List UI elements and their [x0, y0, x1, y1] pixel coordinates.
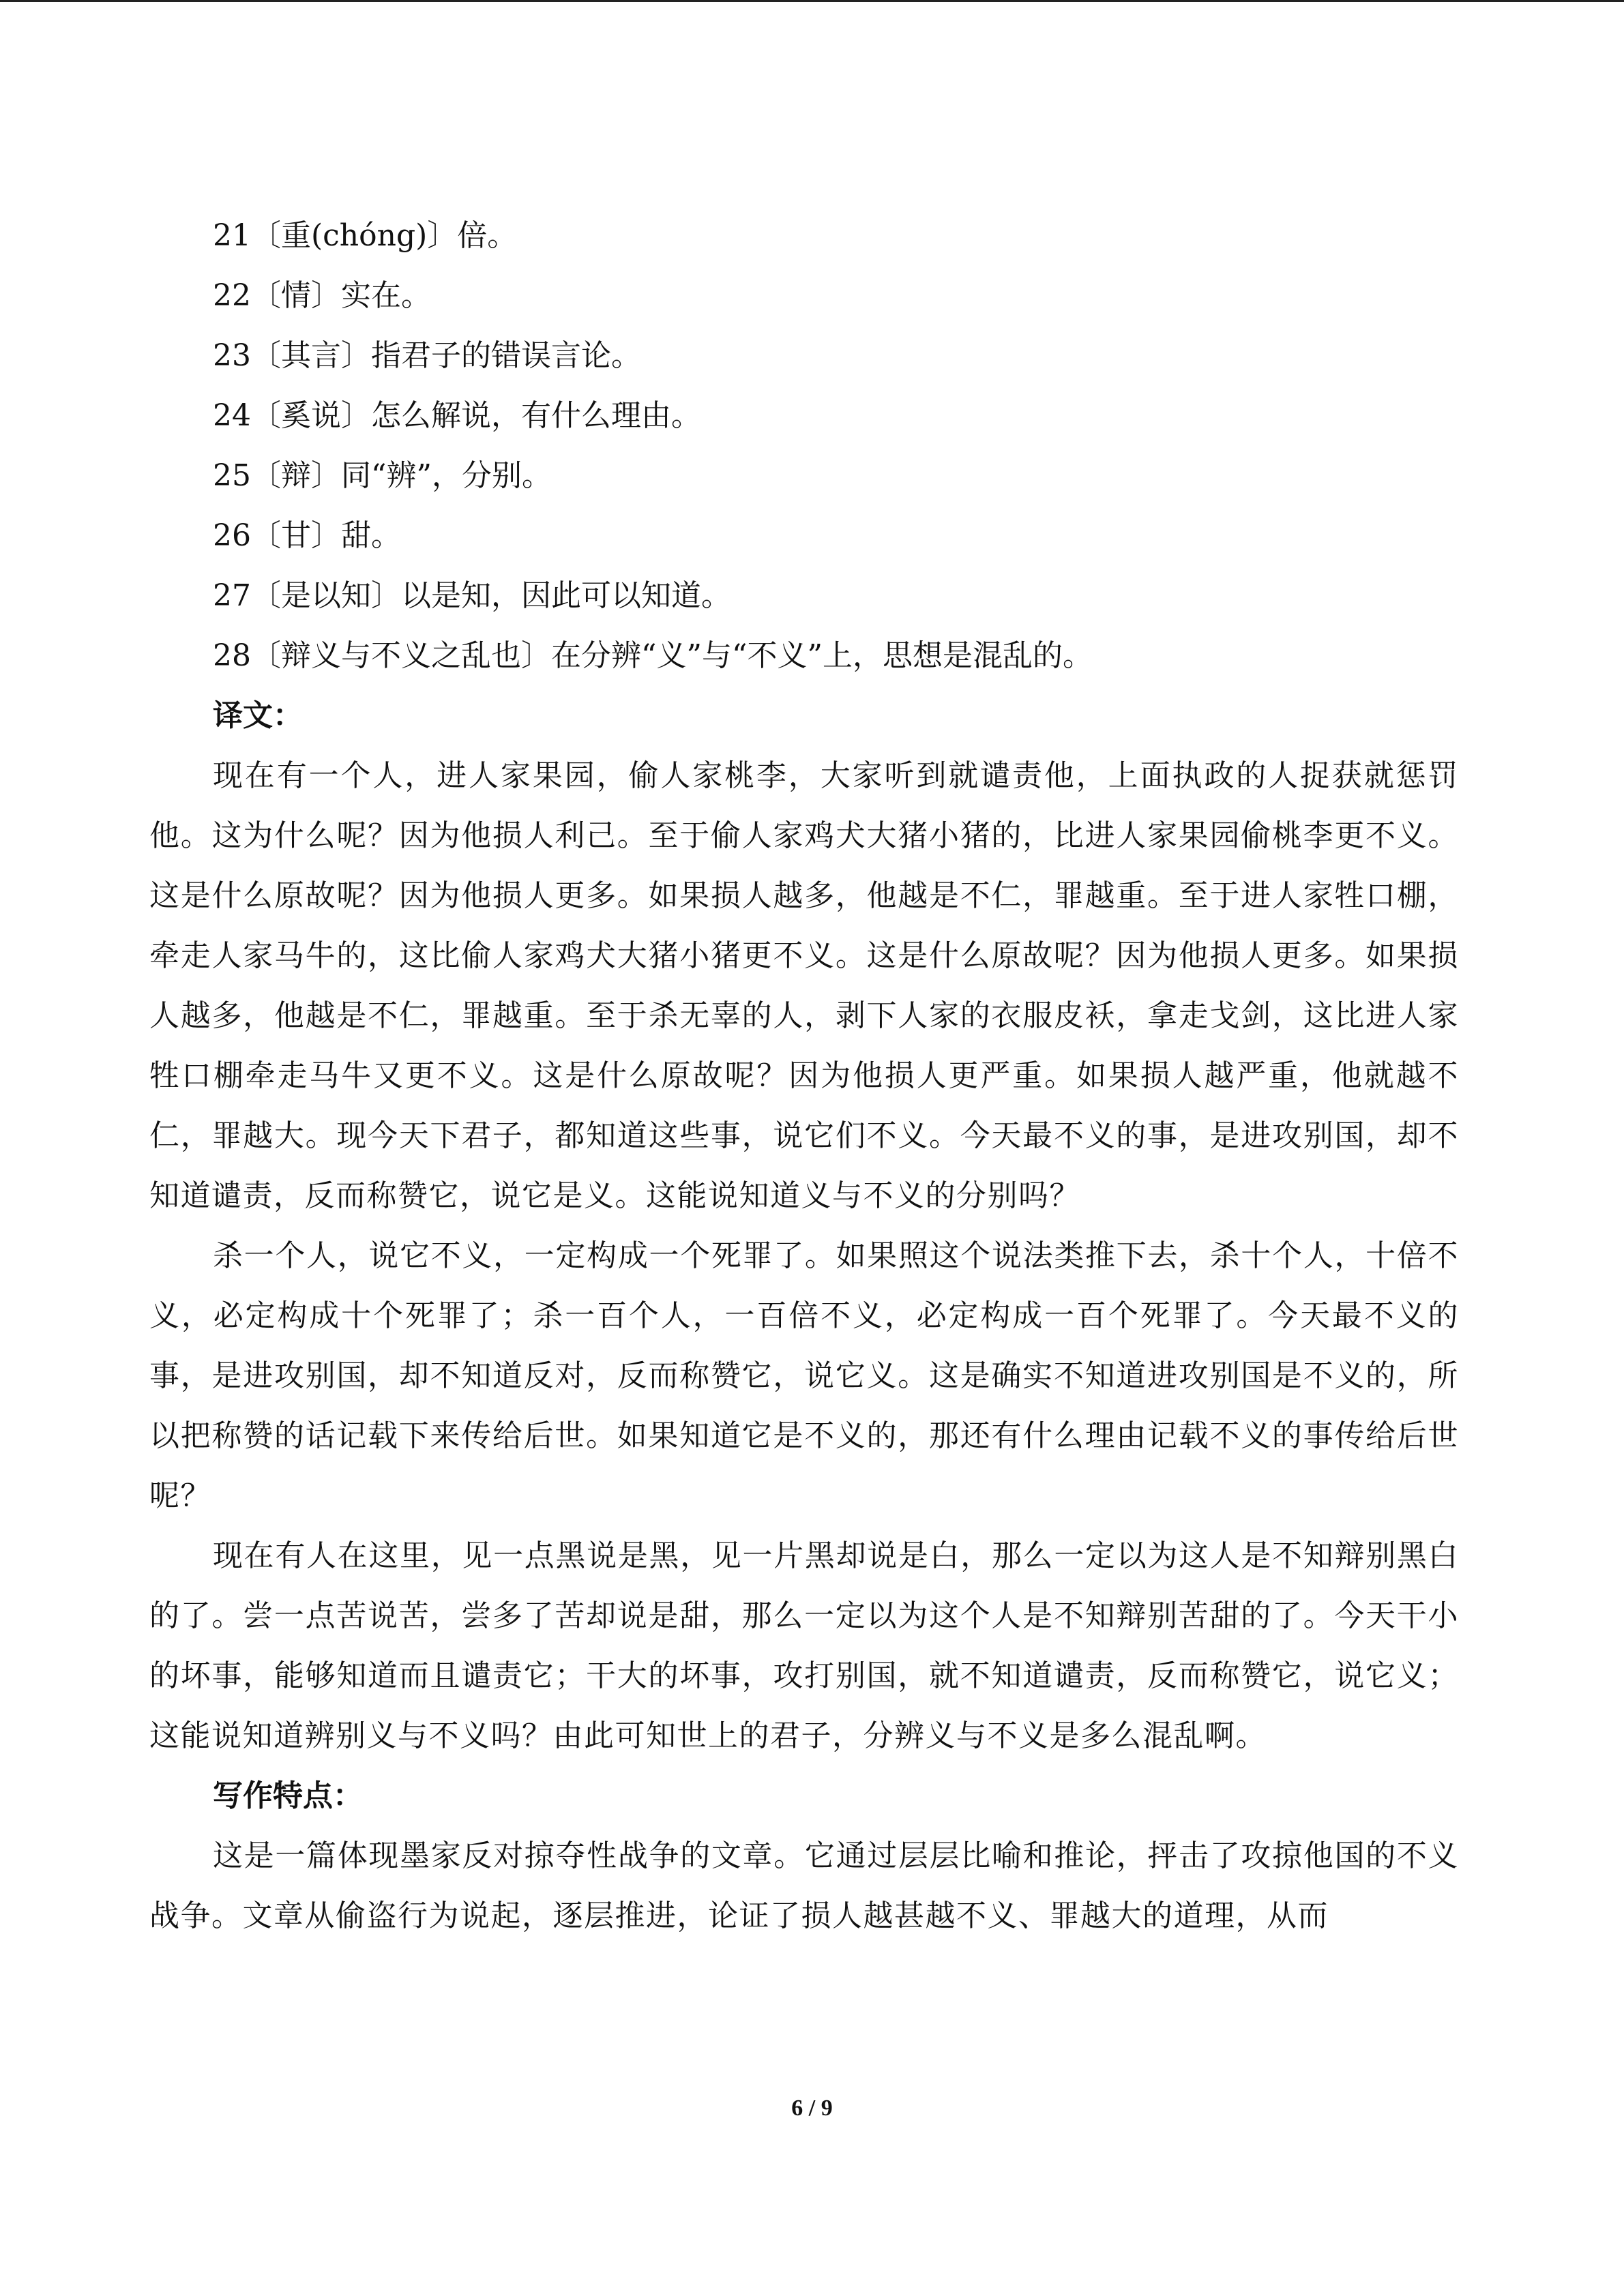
translation-paragraph-2: 杀一个人，说它不义，一定构成一个死罪了。如果照这个说法类推下去，杀十个人，十倍不义，必定构成十个死罪了；杀一百个人，一百倍不义，必定构成一百个死罪了。今天最不义的事，是进攻别国，却不知道反对，反而称赞它，说它义。这是确实不知道进攻别国是不义的，所以把称赞的话记载下来传给后世。如果知道它是不义的，那还有什么理由记载不义的事传给后世呢？	[149, 1238, 1459, 1513]
annotation-23: 23〔其言〕指君子的错误言论。	[213, 338, 641, 373]
annotation-list	[149, 206, 1459, 686]
page-content	[149, 206, 1459, 1946]
translation-paragraph-1: 现在有一个人，进人家果园，偷人家桃李，大家听到就谴责他，上面执政的人捉获就惩罚他。这为什么呢？因为他损人利己。至于偷人家鸡犬大猪小猪的，比进人家果园偷桃李更不义。这是什么原故呢？因为他损人更多。如果损人越多，他越是不仁，罪越重。至于进人家牲口棚，牵走人家马牛的，这比偷人家鸡犬大猪小猪更不义。这是什么原故呢？因为他损人更多。如果损人越多，他越是不仁，罪越重。至于杀无辜的人，剥下人家的衣服皮袄，拿走戈剑，这比进人家牲口棚牵走马牛又更不义。这是什么原故呢？因为他损人更严重。如果损人越严重，他就越不仁，罪越大。现今天下君子，都知道这些事，说它们不义。今天最不义的事，是进攻别国，却不知道谴责，反而称赞它，说它是义。这能说知道义与不义的分别吗？	[149, 758, 1459, 1213]
translation-heading: 译文：	[213, 698, 303, 733]
writing-features-section	[149, 1766, 1459, 1946]
annotation-24: 24〔奚说〕怎么解说，有什么理由。	[213, 398, 701, 433]
annotation-28: 28〔辩义与不义之乱也〕在分辨“义”与“不义”上，思想是混乱的。	[213, 638, 1093, 673]
writing-features-paragraph-1: 这是一篇体现墨家反对掠夺性战争的文章。它通过层层比喻和推论，抨击了攻掠他国的不义战争。文章从偷盗行为说起，逐层推进，论证了损人越甚越不义、罪越大的道理，从而	[149, 1838, 1459, 1933]
annotation-21: 21〔重(chóng)〕倍。	[213, 218, 518, 253]
annotation-27: 27〔是以知〕以是知，因此可以知道。	[213, 578, 731, 613]
top-border-line	[0, 0, 1624, 2]
annotation-25: 25〔辩〕同“辨”，分别。	[213, 458, 552, 493]
writing-features-heading: 写作特点：	[213, 1778, 363, 1813]
translation-section	[149, 686, 1459, 1766]
translation-paragraph-3: 现在有人在这里，见一点黑说是黑，见一片黑却说是白，那么一定以为这人是不知辩别黑白的了。尝一点苦说苦，尝多了苦却说是甜，那么一定以为这个人是不知辩别苦甜的了。今天干小的坏事，能够知道而且谴责它；干大的坏事，攻打别国，就不知道谴责，反而称赞它，说它义；这能说知道辨别义与不义吗？由此可知世上的君子，分辨义与不义是多么混乱啊。	[149, 1538, 1459, 1753]
page-number: 6 / 9	[791, 2096, 833, 2121]
annotation-26: 26〔甘〕甜。	[213, 518, 401, 553]
annotation-22: 22〔情〕实在。	[213, 278, 431, 313]
